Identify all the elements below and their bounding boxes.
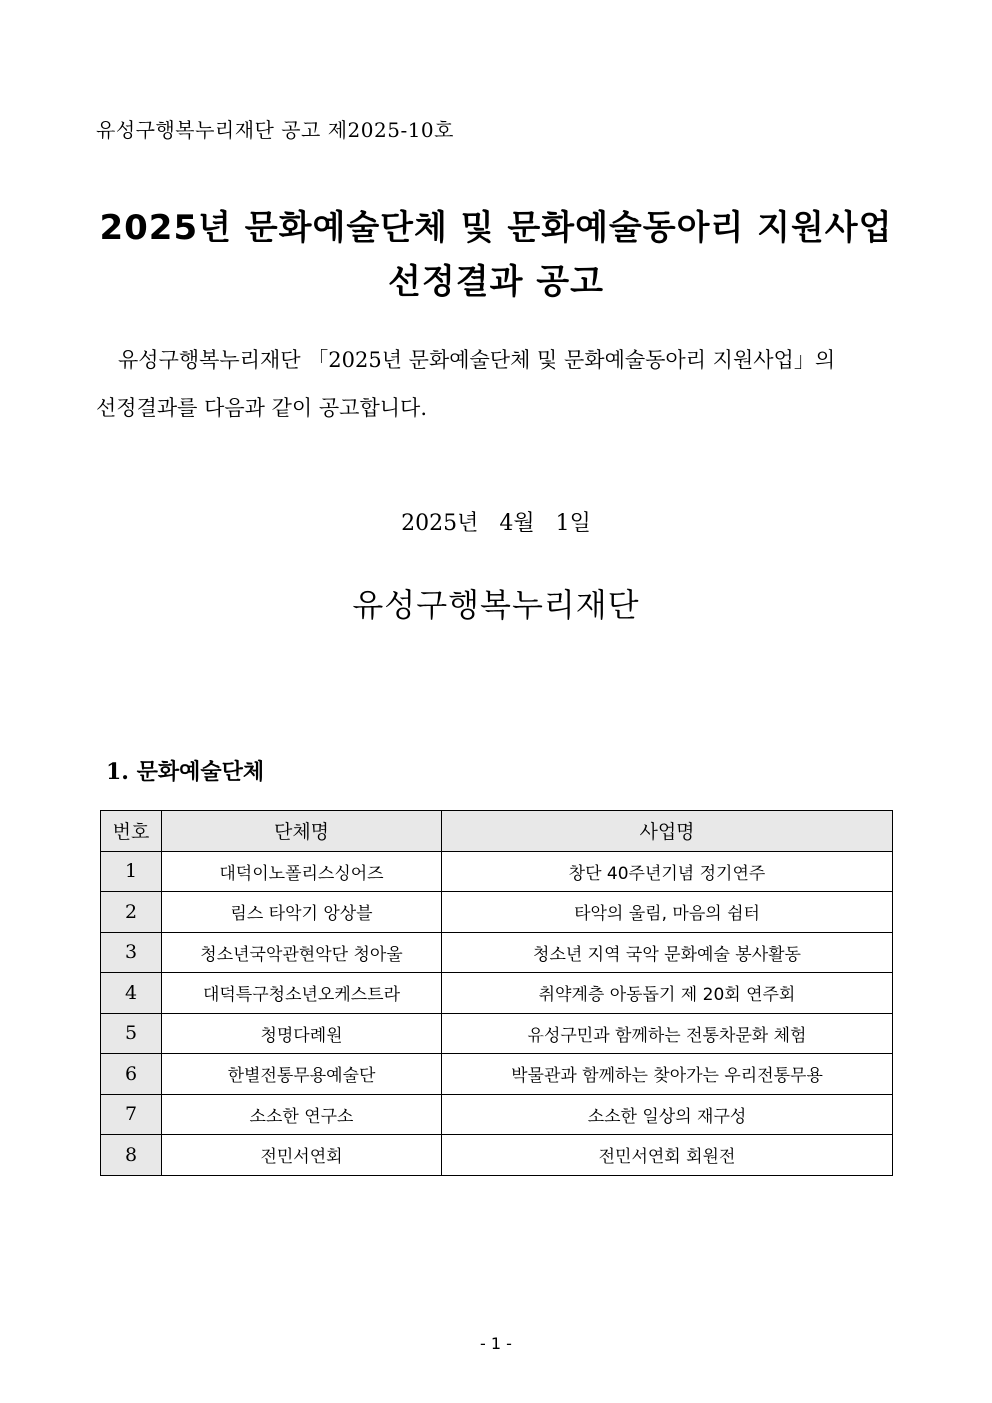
row-project-name: 청소년 지역 국악 문화예술 봉사활동 <box>442 932 893 973</box>
section-heading: 1. 문화예술단체 <box>106 759 265 785</box>
row-number: 2 <box>101 892 162 933</box>
row-number: 5 <box>101 1013 162 1054</box>
row-group-name: 림스 타악기 앙상블 <box>162 892 442 933</box>
selected-groups-table <box>100 810 893 1176</box>
row-number: 6 <box>101 1054 162 1095</box>
announcement-body-line1: 유성구행복누리재단 「2025년 문화예술단체 및 문화예술동아리 지원사업」의 <box>118 348 836 372</box>
table-row <box>101 892 893 933</box>
document-title-line1: 2025년 문화예술단체 및 문화예술동아리 지원사업 <box>99 208 893 248</box>
row-group-name: 청명다례원 <box>162 1013 442 1054</box>
row-number: 3 <box>101 932 162 973</box>
row-number: 7 <box>101 1094 162 1135</box>
row-project-name: 타악의 울림, 마음의 쉼터 <box>442 892 893 933</box>
row-project-name: 전민서연회 회원전 <box>442 1135 893 1176</box>
table-row <box>101 1054 893 1095</box>
row-group-name: 대덕이노폴리스싱어즈 <box>162 851 442 892</box>
table-row <box>101 932 893 973</box>
row-project-name: 유성구민과 함께하는 전통차문화 체험 <box>442 1013 893 1054</box>
row-group-name: 대덕특구청소년오케스트라 <box>162 973 442 1014</box>
row-group-name: 소소한 연구소 <box>162 1094 442 1135</box>
header-project-name: 사업명 <box>442 811 893 852</box>
table-row <box>101 1013 893 1054</box>
table-row <box>101 1094 893 1135</box>
row-group-name: 청소년국악관현악단 청아울 <box>162 932 442 973</box>
row-group-name: 한별전통무용예술단 <box>162 1054 442 1095</box>
announcement-body-line2: 선정결과를 다음과 같이 공고합니다. <box>96 396 427 420</box>
row-project-name: 소소한 일상의 재구성 <box>442 1094 893 1135</box>
row-project-name: 창단 40주년기념 정기연주 <box>442 851 893 892</box>
row-number: 4 <box>101 973 162 1014</box>
notice-number: 유성구행복누리재단 공고 제2025-10호 <box>96 118 454 142</box>
header-group-name: 단체명 <box>162 811 442 852</box>
organization-name: 유성구행복누리재단 <box>352 586 640 624</box>
row-project-name: 박물관과 함께하는 찾아가는 우리전통무용 <box>442 1054 893 1095</box>
table-row <box>101 1135 893 1176</box>
table-row <box>101 973 893 1014</box>
row-number: 8 <box>101 1135 162 1176</box>
row-project-name: 취약계층 아동돕기 제 20회 연주회 <box>442 973 893 1014</box>
row-group-name: 전민서연회 <box>162 1135 442 1176</box>
announcement-date: 2025년 4월 1일 <box>401 511 591 536</box>
document-title-line2: 선정결과 공고 <box>388 262 604 302</box>
announcement-body <box>96 336 896 432</box>
table-row <box>101 851 893 892</box>
page-number: - 1 - <box>480 1334 512 1353</box>
table-header-row <box>101 811 893 852</box>
row-number: 1 <box>101 851 162 892</box>
header-number: 번호 <box>101 811 162 852</box>
